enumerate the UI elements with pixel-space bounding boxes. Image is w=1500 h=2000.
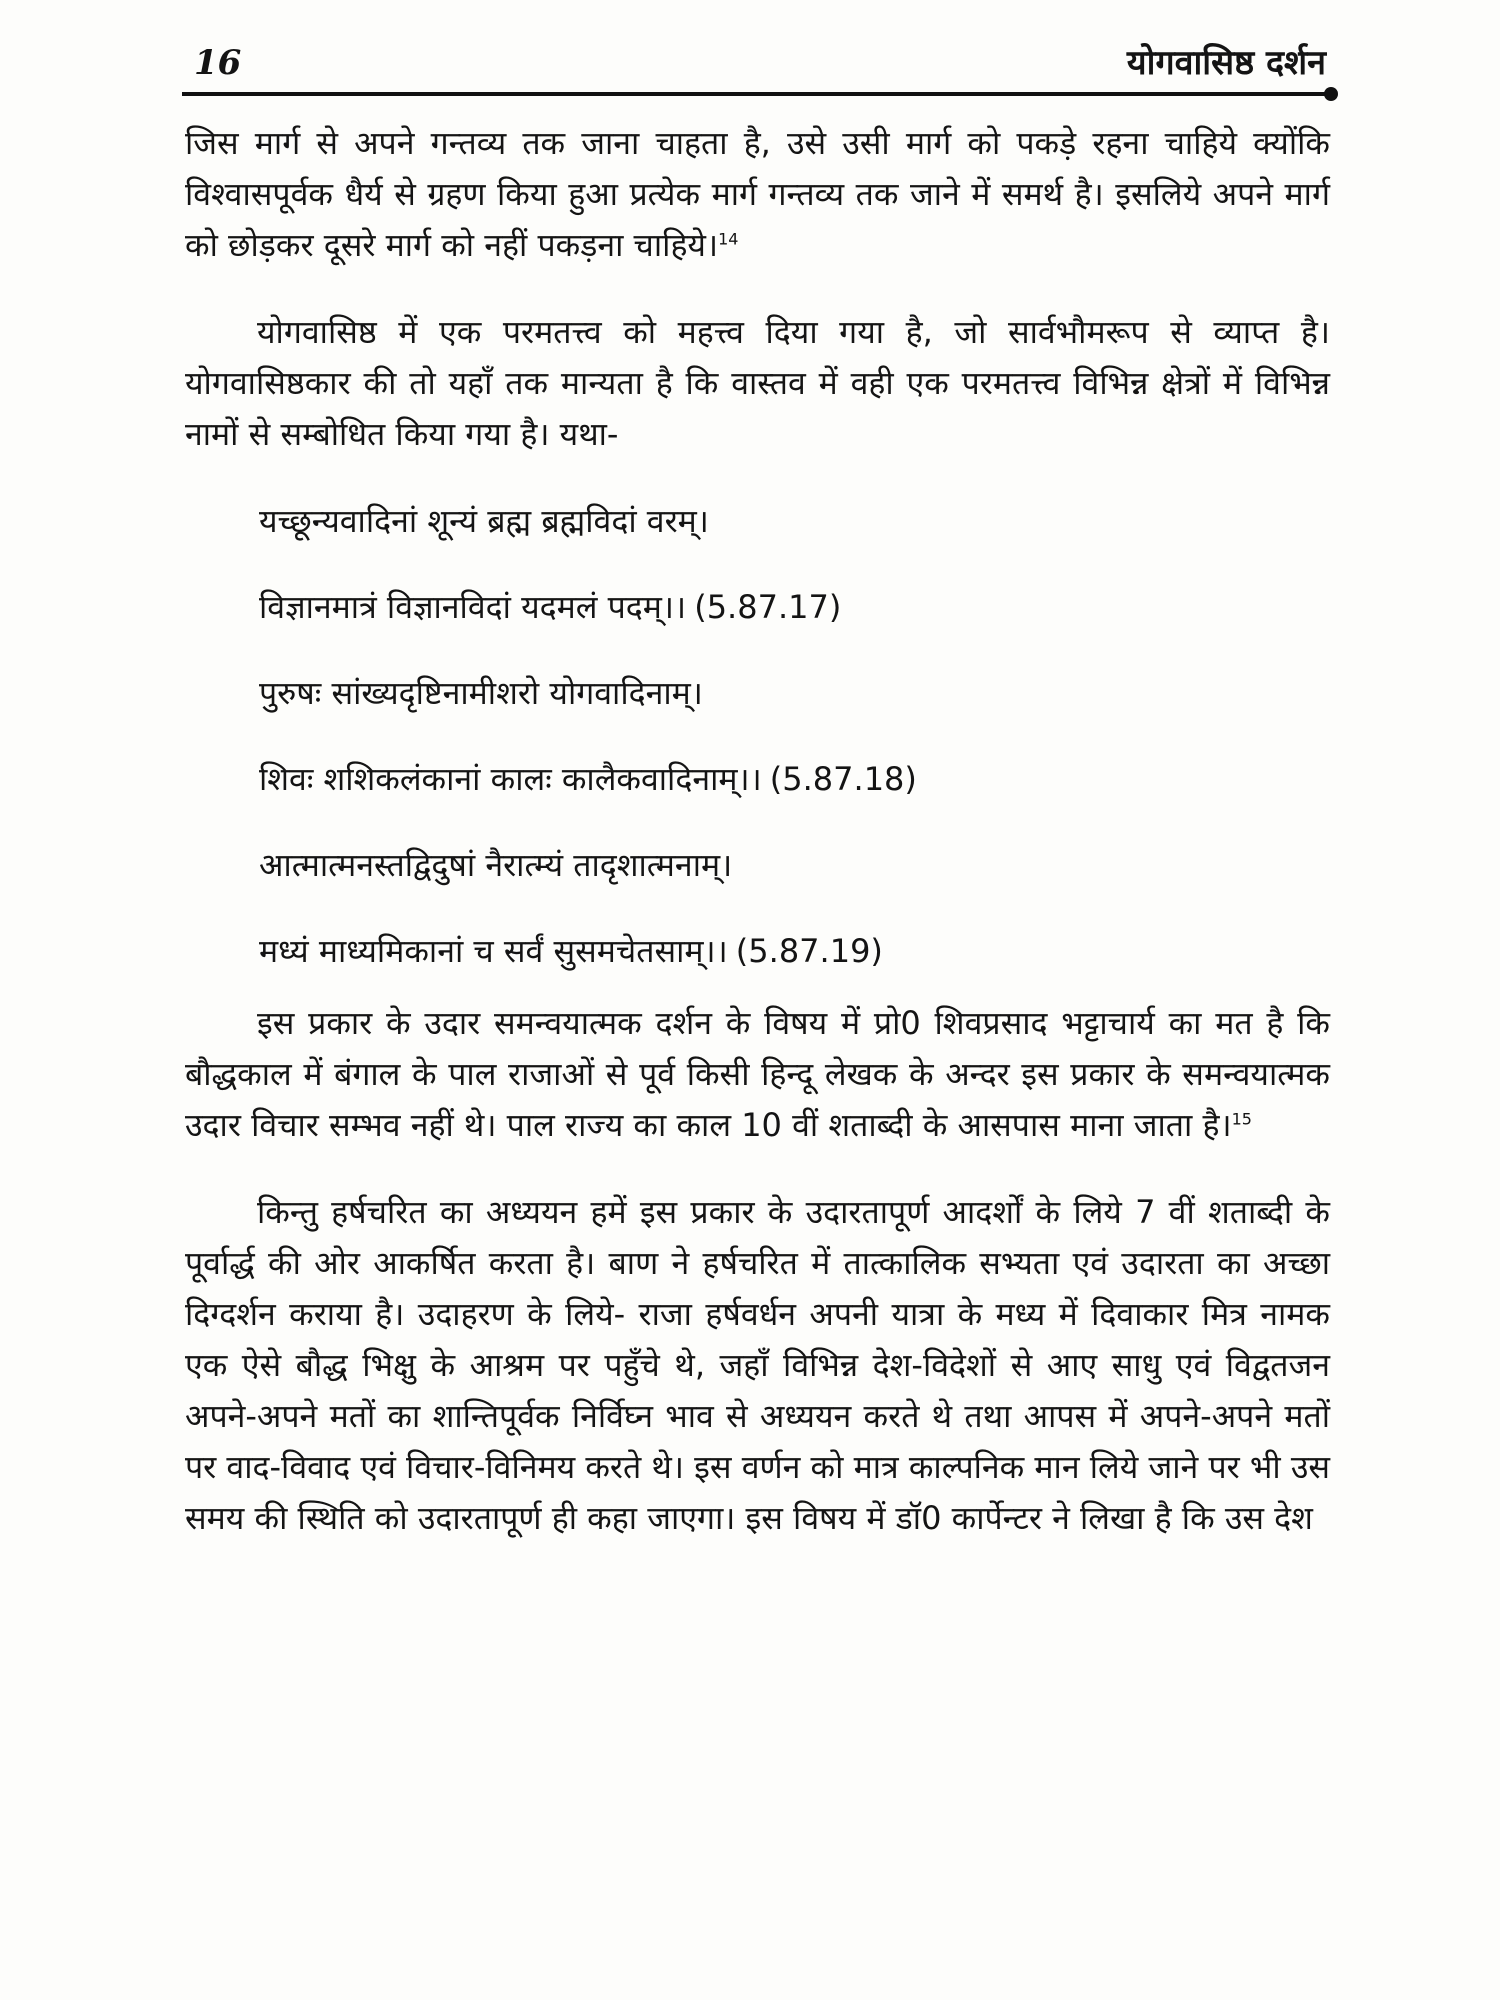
verse-line: आत्मात्मनस्तद्विदुषां नैरात्म्यं तादृशात्मनाम्।: [259, 846, 733, 884]
header-rule: [182, 92, 1332, 96]
verse-reference: (5.87.17): [694, 588, 842, 626]
footnote-marker: 14: [718, 229, 739, 249]
footnote-marker: 15: [1231, 1109, 1252, 1129]
verse-line: शिवः शशिकलंकानां कालः कालैकवादिनाम्।। (5.87.18): [259, 760, 917, 798]
paragraph: योगवासिष्ठ में एक परमतत्त्व को महत्त्व दिया गया है, जो सार्वभौमरूप से व्याप्त है। योगवासिष्ठकार की तो यहाँ तक मान्यता है कि वास्तव में वही एक परमतत्त्व विभिन्न क्षेत्रों में विभिन्न नामों से सम्बोधित किया गया है। यथा-: [185, 313, 1330, 453]
verse-line: मध्यं माध्यमिकानां च सर्वं सुसमचेतसाम्।। (5.87.19): [259, 932, 883, 970]
verse-line: विज्ञानमात्रं विज्ञानविदां यदमलं पदम्।। (5.87.17): [259, 588, 842, 626]
verse-block: [185, 478, 1330, 994]
running-title: योगवासिष्ठ दर्शन: [1126, 43, 1326, 83]
paragraph: किन्तु हर्षचरित का अध्ययन हमें इस प्रकार के उदारतापूर्ण आदर्शों के लिये 7 वीं शताब्दी के पूर्वार्द्ध की ओर आकर्षित करता है। बाण ने हर्षचरित में तात्कालिक सभ्यता एवं उदारता का अच्छा दिग्दर्शन कराया है। उदाहरण के लिये- राजा हर्षवर्धन अपनी यात्रा के मध्य में दिवाकार मित्र नामक एक ऐसे बौद्ध भिक्षु के आश्रम पर पहुँचे थे, जहाँ विभिन्न देश-विदेशों से आए साधु एवं विद्वतजन अपने-अपने मतों का शान्तिपूर्वक निर्विघ्न भाव से अध्ययन करते थे तथा आपस में अपने-अपने मतों पर वाद-विवाद एवं विचार-विनिमय करते थे। इस वर्णन को मात्र काल्पनिक मान लिये जाने पर भी उस समय की स्थिति को उदारतापूर्ण ही कहा जाएगा। इस विषय में डॉ0 कार्पेन्टर ने लिखा है कि उस देश: [185, 1193, 1331, 1537]
header-rule-dot: [1324, 87, 1338, 101]
paragraph: जिस मार्ग से अपने गन्तव्य तक जाना चाहता है, उसे उसी मार्ग को पकड़े रहना चाहिये क्योंकि विश्वासपूर्वक धैर्य से ग्रहण किया हुआ प्रत्येक मार्ग गन्तव्य तक जाने में समर्थ है। इसलिये अपने मार्ग को छोड़कर दूसरे मार्ग को नहीं पकड़ना चाहिये।$^{14}$: [185, 124, 1330, 264]
verse-line: यच्छून्यवादिनां शून्यं ब्रह्म ब्रह्मविदां वरम्।: [259, 502, 709, 540]
verse-reference: (5.87.18): [769, 760, 917, 798]
paragraph: इस प्रकार के उदार समन्वयात्मक दर्शन के विषय में प्रो0 शिवप्रसाद भट्टाचार्य का मत है कि बौद्धकाल में बंगाल के पाल राजाओं से पूर्व किसी हिन्दू लेखक के अन्दर इस प्रकार के समन्वयात्मक उदार विचार सम्भव नहीं थे। पाल राज्य का काल 10 वीं शताब्दी के आसपास माना जाता है।$^{15}$: [185, 1004, 1330, 1144]
page-header: [182, 38, 1330, 88]
page-body: [185, 118, 1330, 1544]
page-number: 16: [194, 43, 242, 83]
verse-reference: (5.87.19): [735, 932, 883, 970]
verse-line: पुरुषः सांख्यदृष्टिनामीशरो योगवादिनाम्।: [259, 674, 703, 712]
